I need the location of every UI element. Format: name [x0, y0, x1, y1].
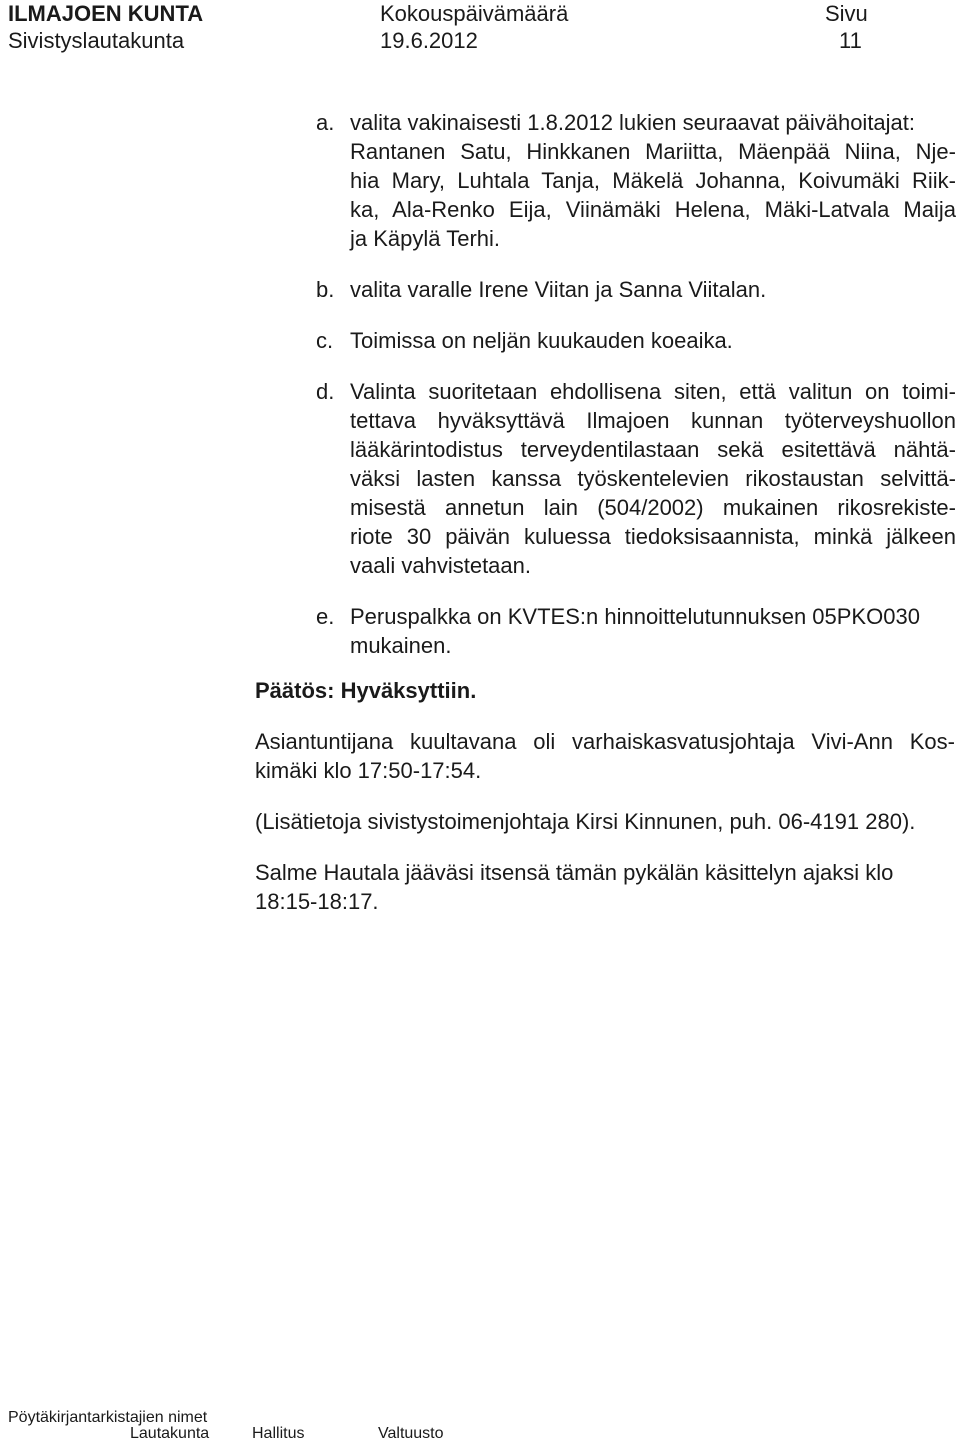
paragraph-line: Salme Hautala jääväsi itsensä tämän pykälän käsittelyn ajaksi klo	[255, 860, 894, 885]
item-letter: a.	[316, 110, 335, 135]
page-label: Sivu	[825, 1, 868, 26]
document-body	[0, 108, 960, 938]
paragraph-line: (Lisätietoja sivistystoimenjohtaja Kirsi Kinnunen, puh. 06-4191 280).	[255, 809, 916, 834]
item-letter: d.	[316, 379, 335, 404]
item-line: tettava hyväksyttävä Ilmajoen kunnan työterveyshuollon	[350, 408, 956, 433]
paragraph-line: 18:15-18:17.	[255, 889, 379, 914]
item-line: Peruspalkka on KVTES:n hinnoittelutunnuksen 05PKO030	[350, 604, 920, 629]
date-label: Kokouspäivämäärä	[380, 1, 569, 26]
meeting-date: 19.6.2012	[380, 28, 478, 53]
item-line: Valinta suoritetaan ehdollisena siten, että valitun on toimi-	[350, 379, 956, 404]
org-name: ILMAJOEN KUNTA	[8, 1, 204, 26]
item-line: Rantanen Satu, Hinkkanen Mariitta, Mäenpää Niina, Nje-	[350, 139, 956, 164]
item-line: ka, Ala-Renko Eija, Viinämäki Helena, Mäki-Latvala Maija	[350, 197, 956, 222]
list-item-d	[0, 377, 956, 580]
item-line: ja Käpylä Terhi.	[350, 226, 501, 251]
item-line: hia Mary, Luhtala Tanja, Mäkelä Johanna, Koivumäki Riik-	[350, 168, 956, 193]
info-paragraph	[0, 807, 955, 836]
committee-name: Sivistyslautakunta	[8, 28, 185, 53]
item-letter: e.	[316, 604, 335, 629]
item-line: vaali vahvistetaan.	[350, 553, 531, 578]
item-letter: c.	[316, 328, 334, 353]
footer-col-lautakunta: Lautakunta	[130, 1425, 210, 1442]
item-line: valita varalle Irene Viitan ja Sanna Viitalan.	[350, 277, 767, 302]
item-line: riote 30 päivän kuluessa tiedoksisaannista, minkä jälkeen	[350, 524, 956, 549]
recusal-paragraph	[0, 858, 955, 916]
decision-heading: Päätös: Hyväksyttiin.	[255, 678, 477, 703]
item-line: Toimissa on neljän kuukauden koeaika.	[350, 328, 733, 353]
list-item-c	[0, 326, 956, 355]
list-item-e	[0, 602, 956, 660]
footer-col-hallitus: Hallitus	[252, 1425, 305, 1442]
paragraph-line: Asiantuntijana kuultavana oli varhaiskasvatusjohtaja Vivi-Ann Kos-	[255, 729, 955, 754]
item-line: väksi lasten kanssa työskentelevien rikostaustan selvittä-	[350, 466, 956, 491]
expert-paragraph	[0, 727, 955, 785]
list-item-b	[0, 275, 956, 304]
footer-col-valtuusto: Valtuusto	[378, 1425, 444, 1442]
header-date	[380, 0, 568, 54]
page-number: 11	[839, 28, 862, 53]
header-left	[8, 0, 203, 54]
header-page	[825, 0, 868, 54]
paragraph-line: kimäki klo 17:50-17:54.	[255, 758, 482, 783]
list-item-a	[0, 108, 956, 253]
footer-title: Pöytäkirjantarkistajien nimet	[8, 1409, 208, 1426]
footer-columns	[130, 1424, 444, 1444]
item-line: lääkärintodistus terveydentilastaan sekä esitettävä nähtä-	[350, 437, 956, 462]
item-line: misestä annetun lain (504/2002) mukainen rikosrekiste-	[350, 495, 956, 520]
item-line: valita vakinaisesti 1.8.2012 lukien seuraavat päivähoitajat:	[350, 110, 916, 135]
item-line: mukainen.	[350, 633, 452, 658]
item-letter: b.	[316, 277, 335, 302]
